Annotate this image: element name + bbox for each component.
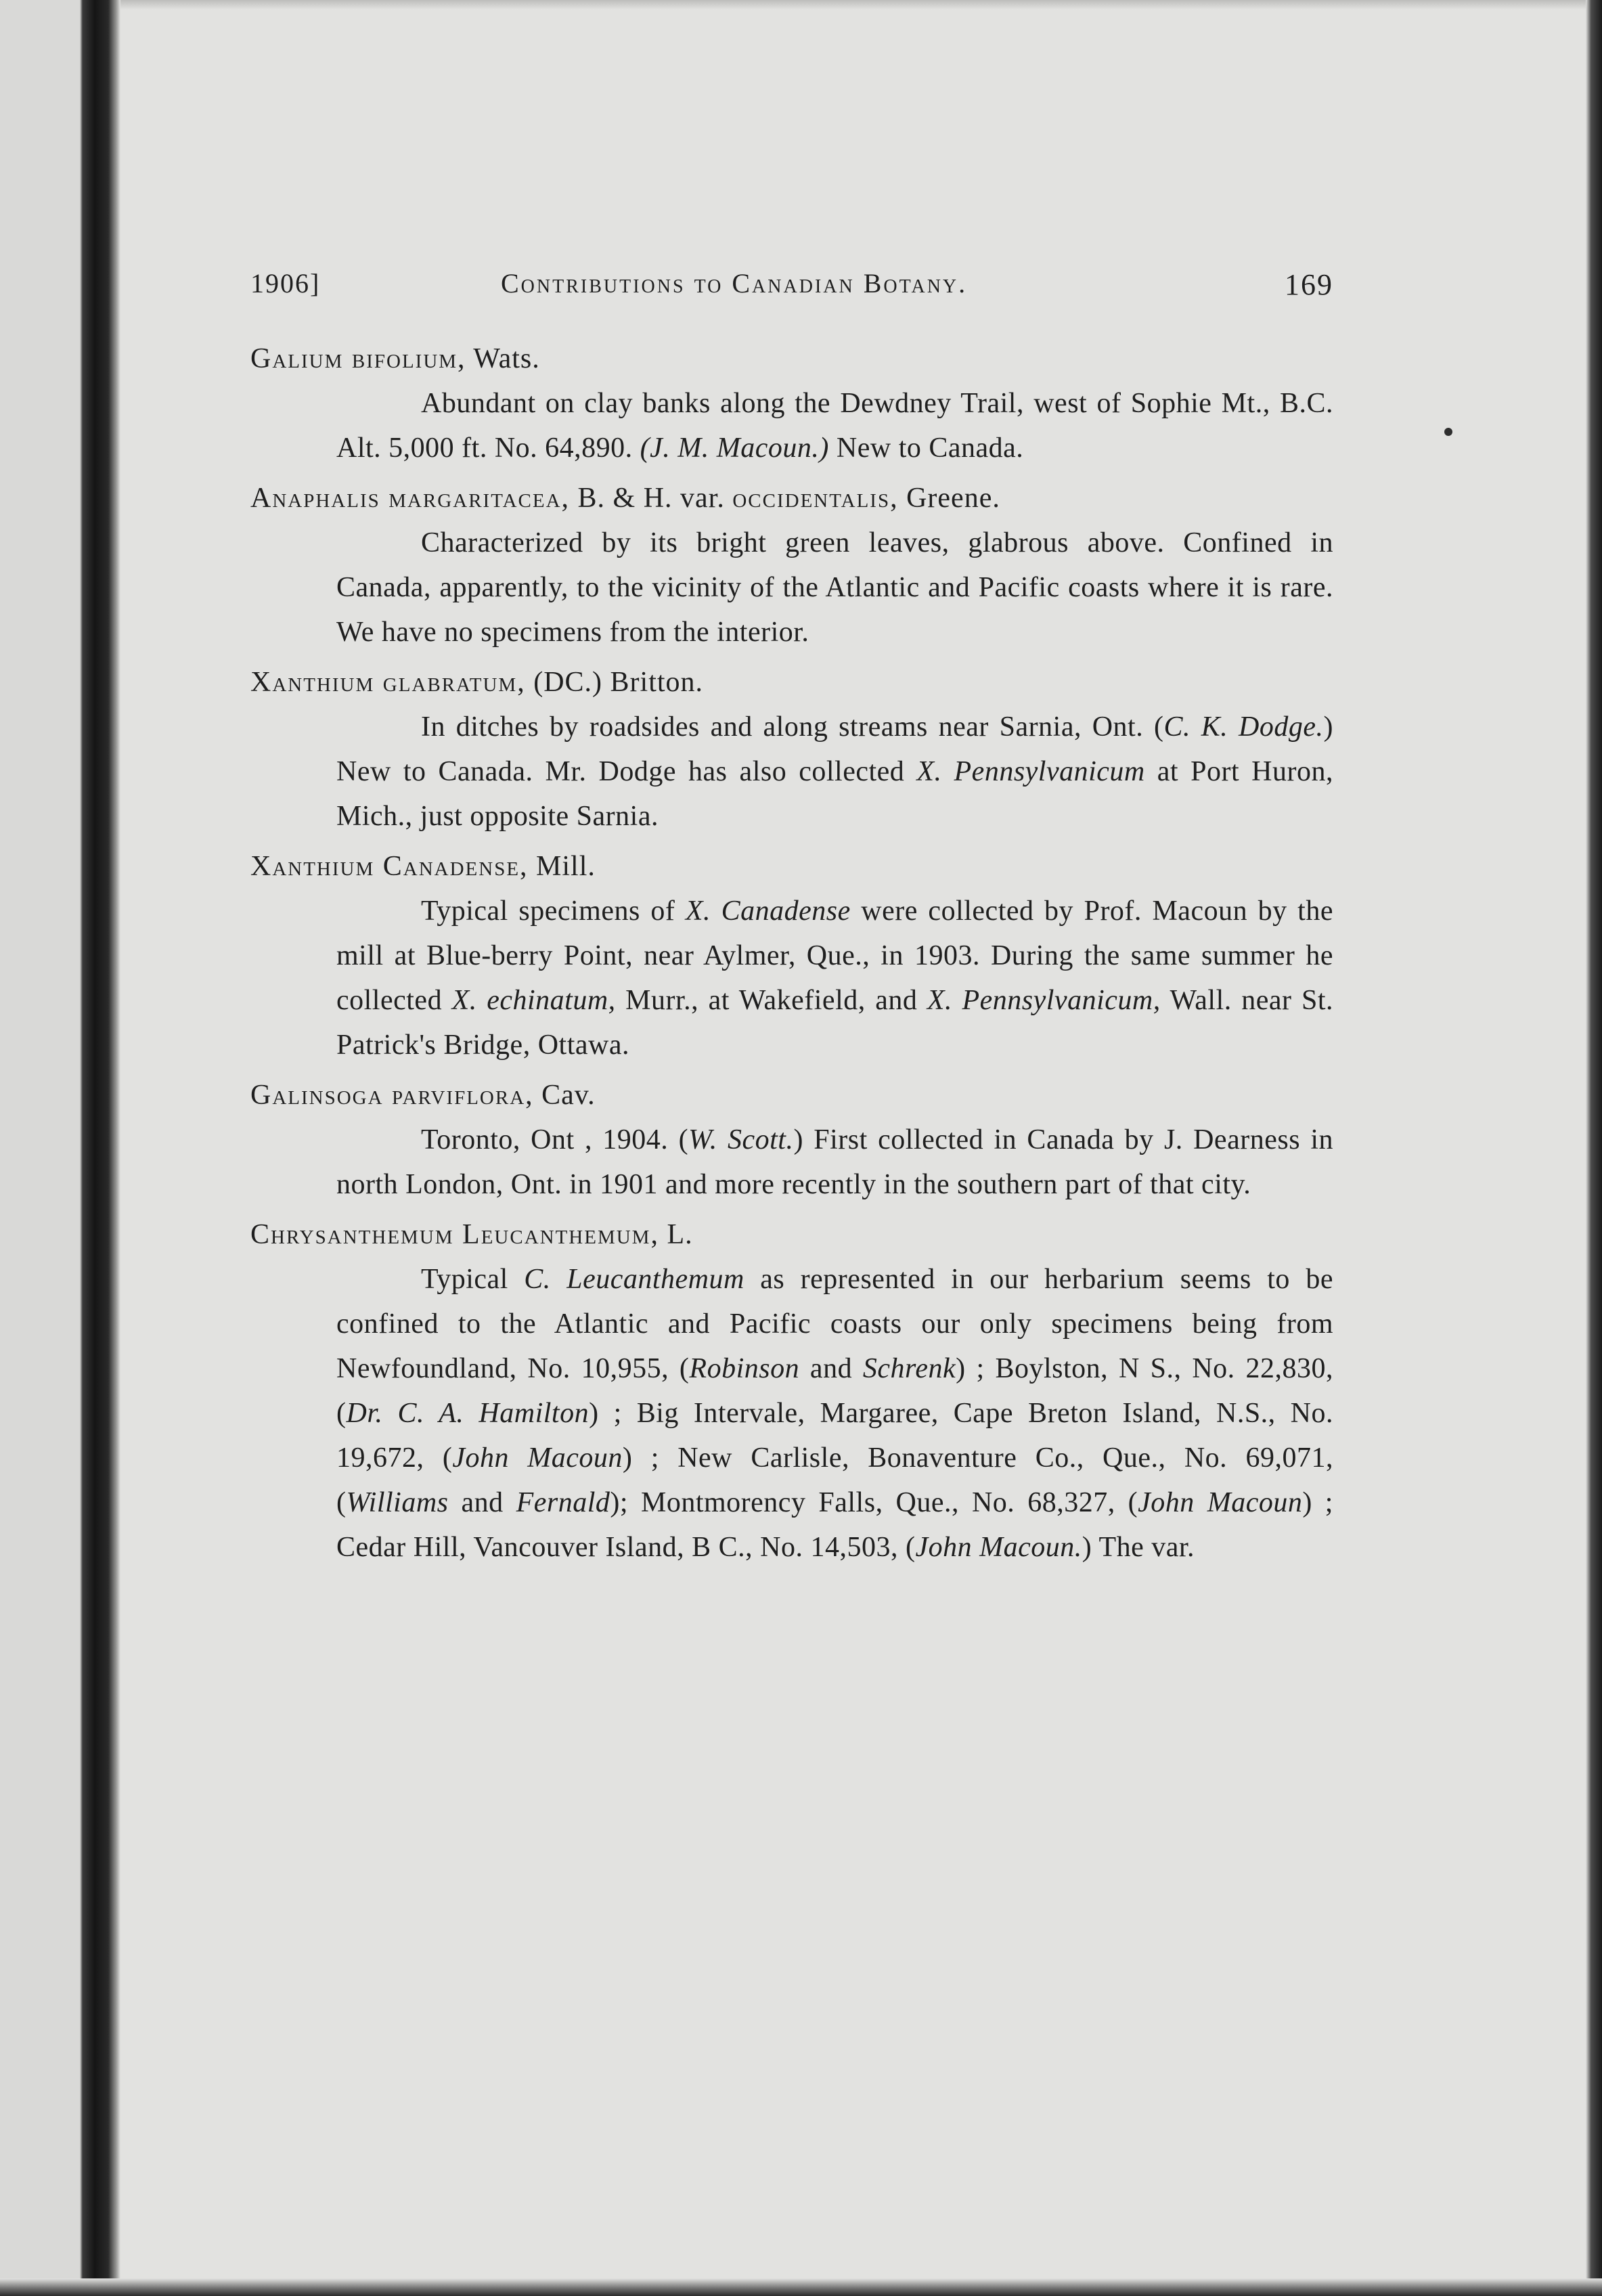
italic-text: X. Canadense [685,896,851,927]
running-head [250,267,1333,335]
body-text: ) New to Canada. Mr. Dodge has also collected [336,711,1334,787]
body-text: ) ; Big Intervale, Margaree, Cape Breton Island, N.S., No. 19,672, ( [336,1398,1334,1474]
body-text: ) ; New Carlisle, Bonaventure Co., Que., No. 69,071, ( [336,1442,1333,1518]
italic-text: John Macoun. [915,1532,1082,1563]
body-text: ) First collected in Canada by J. Dearness in north London, Ont. in 1901 and more recently in the southern part of that city. [336,1124,1333,1200]
species-description [336,1118,1333,1207]
italic-text: X. echinatum, [451,985,616,1016]
italic-text: (J. M. Macoun.) [640,433,829,464]
italic-text: X. Pennsylvanicum, [927,985,1161,1016]
body-text: ) ; Cedar Hill, Vancouver Island, B C., No. 14,503, ( [336,1487,1333,1563]
body-text: Wall. near St. Patrick's Bridge, Ottawa. [336,985,1334,1061]
species-name: Galium bifolium, [250,343,466,374]
italic-text: Williams [346,1487,449,1518]
species-authority: (DC.) Britton. [525,667,704,698]
species-description [336,521,1333,655]
book-binding-shadow [0,0,120,2296]
species-heading [250,342,1333,376]
species-authority: L. [659,1219,693,1250]
species-authority: B. & H. var. [570,483,733,514]
body-text: Typical [421,1264,525,1295]
italic-text: X. Pennsylvanicum [916,756,1145,787]
species-description [336,381,1333,470]
italic-text: Dr. C. A. Hamilton [346,1398,589,1429]
margin-mark [1444,428,1452,436]
species-heading [250,1218,1333,1252]
species-authority: Cav. [533,1080,596,1111]
italic-text: Robinson [689,1353,800,1384]
italic-text: Fernald [516,1487,610,1518]
species-heading [250,1078,1333,1112]
body-text: ); Montmorency Falls, Que., No. 68,327, ( [610,1487,1138,1518]
page-bottom-edge [0,2278,1602,2296]
body-text: ) ; Boylston, N S., No. 22,830, ( [336,1353,1333,1429]
page-number: 169 [1285,268,1333,301]
body-text: were collected by Prof. Macoun by the mill at Blue-berry Point, near Aylmer, Que., in 1903. During the same summer he collected [336,896,1333,1016]
species-description [336,705,1333,839]
species-entries [250,342,1333,1570]
species-heading [250,665,1333,699]
body-text: at Port Huron, Mich., just opposite Sarnia. [336,756,1333,832]
species-authority: Wats. [466,343,540,374]
species-description [336,889,1333,1067]
body-text: Typical specimens of [421,896,686,927]
page-top-edge [0,0,1602,9]
species-authority: Mill. [528,851,596,882]
body-text: ) The var. [1082,1532,1195,1563]
body-text: and [799,1353,863,1384]
italic-text: John Macoun [452,1442,623,1474]
running-head-title: Contributions to Canadian Botany. [501,268,968,299]
species-description [336,1257,1333,1570]
variety-authority: Greene. [898,483,1000,514]
italic-text: C. K. Dodge. [1163,711,1324,743]
body-text: Characterized by its bright green leaves, glabrous above. Confined in Canada, apparently, to the vicinity of the Atlantic and Pacific coasts where it is rare. We have no specimens from the interior. [336,527,1333,648]
body-text: In ditches by roadsides and along streams near Sarnia, Ont. ( [421,711,1164,743]
variety-name: occidentalis, [732,483,899,514]
species-heading [250,849,1333,883]
species-name: Chrysanthemum Leucanthemum, [250,1219,659,1250]
body-text: New to Canada. [828,433,1024,464]
species-name: Xanthium Canadense, [250,851,529,882]
italic-text: Schrenk [862,1353,956,1384]
species-name: Xanthium glabratum, [250,667,526,698]
body-text: Abundant on clay banks along the Dewdney Trail, west of Sophie Mt., B.C. Alt. 5,000 ft. No. 64,890. [336,388,1333,464]
species-heading [250,481,1333,515]
italic-text: C. Leucanthemum [524,1264,744,1295]
body-text: Toronto, Ont , 1904. ( [421,1124,689,1155]
species-name: Anaphalis margaritacea, [250,483,571,514]
page-right-edge [1586,0,1602,2296]
italic-text: John Macoun [1138,1487,1303,1518]
body-text: as represented in our herbarium seems to be confined to the Atlantic and Pacific coasts our only specimens being from Newfoundland, No. 10,955, ( [336,1264,1333,1384]
running-head-year: 1906] [250,268,321,299]
text-block [250,267,1333,1581]
body-text: and [448,1487,516,1518]
body-text: Murr., at Wakefield, and [615,985,927,1016]
species-name: Galinsoga parviflora, [250,1080,534,1111]
italic-text: W. Scott. [688,1124,794,1155]
